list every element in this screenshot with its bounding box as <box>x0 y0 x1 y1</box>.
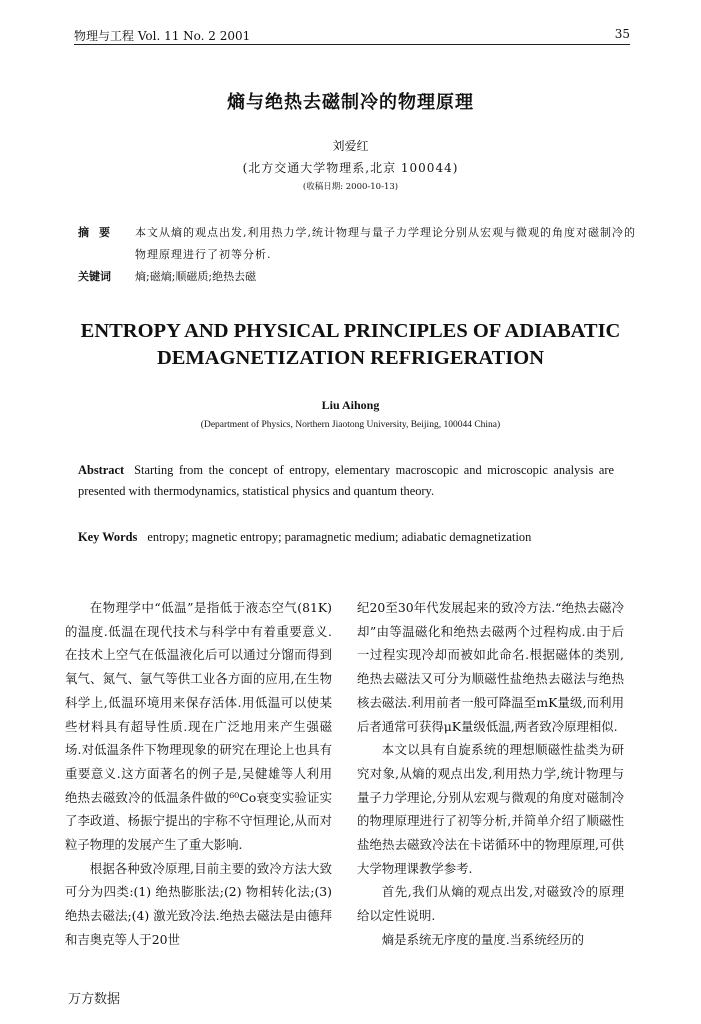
affiliation-cn: (北方交通大学物理系,北京 100044) <box>242 161 459 175</box>
title-en-line2: DEMAGNETIZATION REFRIGERATION <box>156 347 545 369</box>
abstract-cn-label: 摘要 <box>78 226 120 239</box>
abstract-cn <box>78 222 638 266</box>
abstract-cn-text: 本文从熵的观点出发,利用热力学,统计物理与量子力学理论分别从宏观与微观的角度对磁制冷的物理原理进行了初等分析. <box>135 226 636 261</box>
body-column-right <box>357 596 624 952</box>
title-en-line1: ENTROPY AND PHYSICAL PRINCIPLES OF ADIABATIC <box>80 320 621 342</box>
keywords-en <box>78 527 614 548</box>
keywords-cn <box>78 266 638 288</box>
affiliation-en: (Department of Physics, Northern Jiaotong University, Beijing, 100044 China) <box>200 420 501 430</box>
body-paragraph: 熵是系统无序度的量度.当系统经历的 <box>381 931 584 947</box>
paper-title-cn: 熵与绝热去磁制冷的物理原理 <box>227 92 474 113</box>
body-paragraph: 根据各种致冷原理,目前主要的致冷方法大致可分为四类:(1) 绝热膨胀法;(2) 物相转化法;(3) 绝热去磁法;(4) 激光致冷法.绝热去磁法是由德拜和吉奥克等人于20世 <box>65 860 332 947</box>
author-cn: 刘爱红 <box>332 139 369 153</box>
received-date: (收稿日期: 2000-10-13) <box>302 182 399 192</box>
keywords-cn-label: 关键词 <box>78 270 111 283</box>
author-en: Liu Aihong <box>321 398 380 412</box>
body-paragraph: 在物理学中“低温”是指低于液态空气(81K)的温度.低温在现代技术与科学中有着重要意义.在技术上空气在低温液化后可以通过分馏而得到氧气、氮气、氩气等供工业各方面的应用,在生物科学上,低温环境用来保存活体.用低温可以使某些材料具有超导性质.现在广泛地用来产生强磁场.对低温条件下物理现象的研究在理论上也具有重要意义.这方面著名的例子是,吴健雄等人利用绝热去磁致冷的低温条件做的⁶⁰Co衰变实验证实了李政道、杨振宁提出的宇称不守恒理论,从而对粒子物理的发展产生了重大影响. <box>65 600 332 853</box>
body-paragraph: 首先,我们从熵的观点出发,对磁致冷的原理给以定性说明. <box>357 884 624 924</box>
body-column-left <box>65 596 332 952</box>
body-paragraph: 本文以具有自旋系统的理想顺磁性盐类为研究对象,从熵的观点出发,利用热力学,统计物理与量子力学理论,分别从宏观与微观的角度对磁制冷的物理原理进行了初等分析,并简单介绍了顺磁性盐绝热去磁致冷法在卡诺循环中的物理原理,可供大学物理课教学参考. <box>357 742 624 876</box>
journal-info: 物理与工程 Vol. 11 No. 2 2001 <box>74 29 251 43</box>
footer-watermark: 万方数据 <box>68 992 121 1007</box>
keywords-en-label: Key Words <box>78 530 138 544</box>
abstract-en <box>78 460 614 502</box>
abstract-en-text: Starting from the concept of entropy, elementary macroscopic and microscopic analysis are presented with thermodynamics, statistical physics and quantum theory. <box>78 463 614 498</box>
keywords-en-text: entropy; magnetic entropy; paramagnetic medium; adiabatic demagnetization <box>147 530 532 544</box>
page-number: 35 <box>614 27 630 41</box>
body-paragraph: 纪20至30年代发展起来的致冷方法.“绝热去磁冷却”由等温磁化和绝热去磁两个过程构成.由于后一过程实现冷却而被如此命名.根据磁体的类别,绝热去磁法又可分为顺磁性盐绝热去磁法与绝热核去磁法.利用前者一般可降温至mK量级,而利用后者通常可获得μK量级低温,两者致冷原理相似. <box>357 600 624 734</box>
paper-title-en <box>0 318 701 372</box>
keywords-cn-text: 熵;磁熵;顺磁质;绝热去磁 <box>135 270 257 283</box>
running-header <box>74 27 630 45</box>
abstract-en-label: Abstract <box>78 463 125 477</box>
